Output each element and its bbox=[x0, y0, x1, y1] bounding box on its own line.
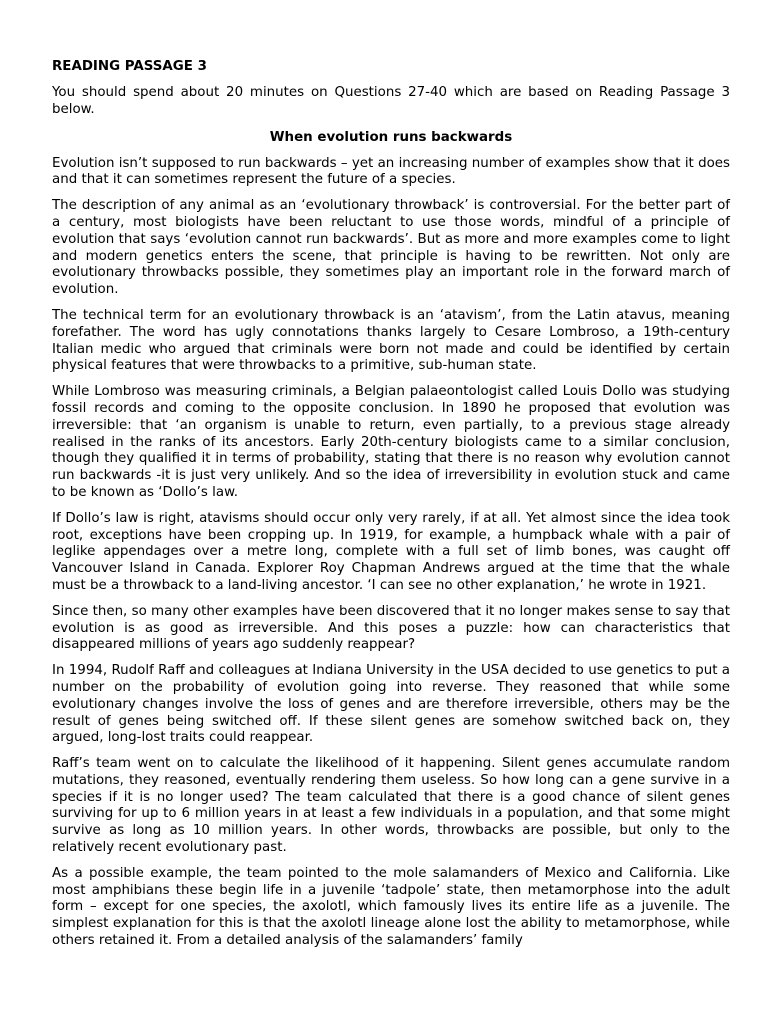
passage-instructions: You should spend about 20 minutes on Questions 27-40 which are based on Reading Passage 3 below. bbox=[52, 85, 730, 117]
paragraph-raff-calculation: Raff’s team went on to calculate the likelihood of it happening. Silent genes accumulate random mutations, they reasoned, eventually rendering them useless. So how long can a gene survive in a species if it is no longer used? The team calculated that there is a good chance of silent genes surviving for up to 6 million years in at least a few individuals in a population, and that some might survive as long as 10 million years. In other words, throwbacks are possible, but only to the relatively recent evolutionary past. bbox=[52, 756, 730, 856]
passage-heading: READING PASSAGE 3 bbox=[52, 59, 207, 74]
paragraph-dollos-law-exceptions: If Dollo’s law is right, atavisms should occur only very rarely, if at all. Yet almost since the idea took root, exceptions have been cropping up. In 1919, for example, a humpback whale with a pair of leglike appendages over a metre long, complete with a full set of limb bones, was caught off Vancouver Island in Canada. Explorer Roy Chapman Andrews argued at the time that the whale must be a throwback to a land-living ancestor. ‘I can see no other explanation,’ he wrote in 1921. bbox=[52, 510, 730, 593]
paragraph-salamanders: As a possible example, the team pointed to the mole salamanders of Mexico and California. Like most amphibians these begin life in a juvenile ‘tadpole’ state, then metamorphose into the adult form – except for one species, the axolotl, which famously lives its entire life as a juvenile. The simplest explanation for this is that the axolotl lineage alone lost the ability to metamorphose, while others retained it. From a detailed analysis of the salamanders’ family bbox=[52, 865, 730, 949]
passage-title: When evolution runs backwards bbox=[269, 129, 513, 145]
paragraph-atavism-term: The technical term for an evolutionary throwback is an ‘atavism’, from the Latin atavus, meaning forefather. The word has ugly connotations thanks largely to Cesare Lombroso, a 19th-century Italian medic who argued that criminals were born not made and could be identified by certain physical features that were throwbacks to a primitive, sub-human state. bbox=[52, 307, 730, 374]
paragraph-throwback-description: The description of any animal as an ‘evolutionary throwback’ is controversial. For the better part of a century, most biologists have been reluctant to use those words, mindful of a principle of evolution that says ‘evolution cannot run backwards’. But as more and more examples come to light and modern genetics enters the scene, that principle is having to be rewritten. Not only are evolutionary throwbacks possible, they sometimes play an important role in the forward march of evolution. bbox=[52, 198, 730, 298]
paragraph-raff-genetics: In 1994, Rudolf Raff and colleagues at Indiana University in the USA decided to use genetics to put a number on the probability of evolution going into reverse. They reasoned that while some evolutionary changes involve the loss of genes and are therefore irreversible, others may be the result of genes being switched off. If these silent genes are somehow switched back on, they argued, long-lost traits could reappear. bbox=[52, 663, 730, 746]
paragraph-dollo: While Lombroso was measuring criminals, a Belgian palaeontologist called Louis Dollo was studying fossil records and coming to the opposite conclusion. In 1890 he proposed that evolution was irreversible: that ‘an organism is unable to return, even partially, to a previous stage already realised in the ranks of its ancestors. Early 20th-century biologists came to a similar conclusion, though they qualified it in terms of probability, stating that there is no reason why evolution cannot run backwards -it is just very unlikely. And so the idea of irreversibility in evolution stuck and came to be known as ‘Dollo’s law. bbox=[52, 384, 730, 500]
paragraph-puzzle: Since then, so many other examples have been discovered that it no longer makes sense to say that evolution is as good as irreversible. And this poses a puzzle: how can characteristics that disappeared millions of years ago suddenly reappear? bbox=[52, 603, 730, 653]
document-page bbox=[52, 58, 730, 959]
paragraph-intro: Evolution isn’t supposed to run backwards – yet an increasing number of examples show that it does and that it can sometimes represent the future of a species. bbox=[52, 155, 730, 188]
